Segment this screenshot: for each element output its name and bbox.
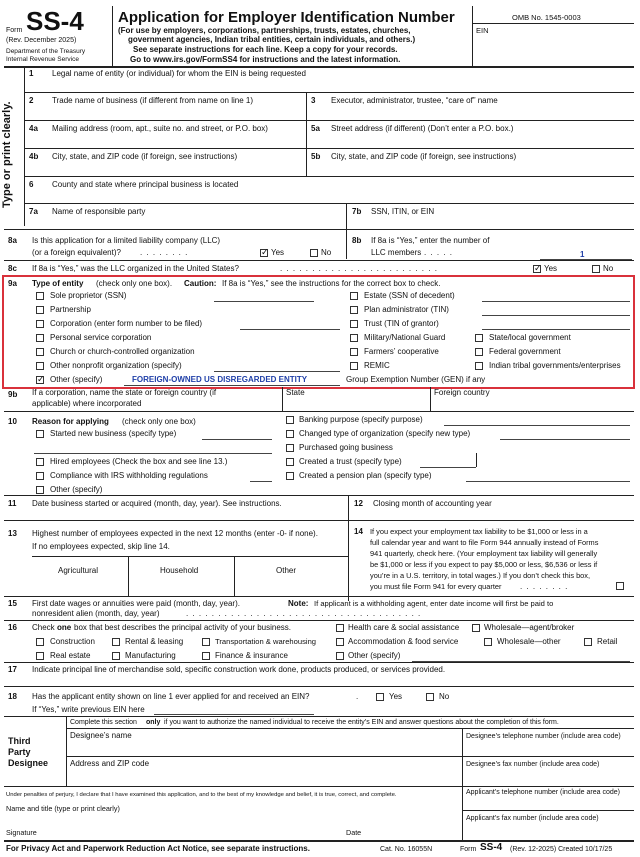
activity-wholesale-other-checkbox[interactable] (484, 638, 492, 646)
reason-hired-checkbox[interactable] (36, 458, 44, 466)
line-18-yes-label: Yes (389, 692, 403, 701)
line-10-head: (check only one box) (122, 417, 196, 426)
reason-irs-checkbox[interactable] (36, 472, 44, 480)
line-18-no-label: No (439, 692, 450, 701)
entity-nonprofit-label: Other nonprofit organization (specify) (50, 361, 182, 370)
omb-number: OMB No. 1545-0003 (512, 13, 581, 22)
reason-purchased-label: Purchased going business (299, 443, 393, 452)
line-11-number: 11 (8, 499, 17, 508)
reason-banking-checkbox[interactable] (286, 416, 294, 424)
line-4b-number: 4b (29, 152, 39, 161)
revision-date: (Rev. December 2025) (6, 37, 77, 44)
line-18-yes-checkbox[interactable] (376, 693, 384, 701)
line-18-no-checkbox[interactable] (426, 693, 434, 701)
line-1-number: 1 (29, 69, 34, 78)
line-1-label: Legal name of entity (or individual) for whom the EIN is being requested (52, 69, 306, 78)
activity-construction-checkbox[interactable] (36, 638, 44, 646)
activity-other-checkbox[interactable] (336, 652, 344, 660)
activity-health-checkbox[interactable] (336, 624, 344, 632)
entity-farmers-coop-label: Farmers’ cooperative (364, 347, 439, 356)
line-9a-number: 9a (8, 279, 17, 288)
activity-wholesale-agent-checkbox[interactable] (472, 624, 480, 632)
header-divider-left (112, 6, 113, 66)
activity-health-label: Health care & social assistance (348, 623, 460, 632)
subtitle-4: Go to www.irs.gov/FormSS4 for instructions and the latest information. (130, 55, 401, 64)
entity-partnership-label: Partnership (50, 305, 91, 314)
reason-trust-checkbox[interactable] (286, 458, 294, 466)
activity-finance-checkbox[interactable] (202, 652, 210, 660)
line-18-previous-ein: If “Yes,” write previous EIN here (32, 705, 145, 714)
line-8b-number: 8b (352, 236, 362, 245)
entity-church-label: Church or church-controlled organization (50, 347, 195, 356)
line-8c-yes-label: Yes (544, 264, 558, 273)
line-8c-yes-checkbox[interactable] (533, 265, 541, 273)
reason-pension-label: Created a pension plan (specify type) (299, 471, 432, 480)
line-8a-number: 8a (8, 236, 17, 245)
reason-changed-checkbox[interactable] (286, 430, 294, 438)
line-6-label: County and state where principal business is located (52, 180, 239, 189)
line-8a-no-checkbox[interactable] (310, 249, 318, 257)
line-13-household: Household (160, 566, 199, 575)
entity-corporation-label: Corporation (enter form number to be filed) (50, 319, 203, 328)
line-9a-head-bold: Type of entity (32, 279, 84, 288)
applicant-phone-label: Applicant’s telephone number (include area code) (466, 789, 620, 796)
form-title: Application for Employer Identification Number (118, 9, 455, 26)
activity-transport-label: Transportation & warehousing (215, 637, 317, 646)
header-divider-right (472, 6, 473, 66)
line-16-check: Check (32, 623, 55, 632)
line-9b-state: State (286, 388, 305, 397)
third-party-intro-only: only (146, 719, 161, 726)
ein-label: EIN (476, 26, 489, 35)
activity-accommodation-checkbox[interactable] (336, 638, 344, 646)
line-2-label: Trade name of business (if different from name on line 1) (52, 96, 253, 105)
line-15-number: 15 (8, 599, 17, 608)
activity-transport-checkbox[interactable] (202, 638, 210, 646)
line-5a-label: Street address (if different) (Don’t enter a P.O. box.) (331, 124, 514, 133)
line-13-number: 13 (8, 529, 17, 538)
agency: Internal Revenue Service (6, 56, 79, 63)
line-14-text-6: you must file Form 941 for every quarter (370, 582, 502, 591)
line-18-label: Has the applicant entity shown on line 1 ever applied for and received an EIN? (32, 692, 310, 701)
line-14-text-4: be $1,000 or less if you expect to pay $5,000 or less, $6,536 or less if (370, 560, 598, 569)
activity-realestate-checkbox[interactable] (36, 652, 44, 660)
reason-purchased-checkbox[interactable] (286, 444, 294, 452)
side-label-divider (24, 66, 25, 226)
line-7a-label: Name of responsible party (52, 207, 146, 216)
third-party-title-1: Third (8, 736, 31, 746)
signature-label: Signature (6, 828, 37, 837)
line-7b-number: 7b (352, 207, 362, 216)
omb-divider (472, 23, 634, 24)
activity-realestate-label: Real estate (50, 651, 91, 660)
line-9b-foreign: Foreign country (434, 388, 490, 397)
activity-other-label: Other (specify) (348, 651, 401, 660)
reason-changed-label: Changed type of organization (specify new type) (299, 429, 471, 438)
form-number: SS-4 (26, 6, 84, 36)
line-8a-yes-checkbox[interactable] (260, 249, 268, 257)
line-9b-number: 9b (8, 390, 18, 399)
side-label: Type or print clearly. (1, 101, 13, 208)
applicant-fax-label: Applicant’s fax number (include area code) (466, 815, 599, 822)
line-3-number: 3 (311, 96, 316, 105)
line-8b-label-2: LLC members (371, 248, 422, 257)
reason-hired-label: Hired employees (Check the box and see line 13.) (50, 457, 228, 466)
line-9b-label-2: applicable) where incorporated (32, 399, 142, 408)
line-2-number: 2 (29, 96, 34, 105)
line-5b-number: 5b (311, 152, 321, 161)
entity-plan-admin-label: Plan administrator (TIN) (364, 305, 449, 314)
line-4a-number: 4a (29, 124, 38, 133)
activity-manufacturing-checkbox[interactable] (112, 652, 120, 660)
activity-construction-label: Construction (50, 637, 95, 646)
name-title-label: Name and title (type or print clearly) (6, 804, 120, 813)
line-5b-label: City, state, and ZIP code (if foreign, see instructions) (331, 152, 517, 161)
line-16-label: box that best describes the principal activity of your business. (74, 623, 291, 632)
line-4b-label: City, state, and ZIP code (if foreign, see instructions) (52, 152, 238, 161)
reason-irs-label: Compliance with IRS withholding regulations (50, 471, 208, 480)
subtitle-1: (For use by employers, corporations, partnerships, trusts, estates, churches, (118, 26, 411, 35)
line-9b-label-1: If a corporation, name the state or foreign country (if (32, 388, 217, 397)
line-8c-label: If 8a is “Yes,” was the LLC organized in the United States? (32, 264, 239, 273)
entity-indian-tribal-label: Indian tribal governments/enterprises (489, 361, 621, 370)
line-14-text-5: you’re in a U.S. territory, in total wages.) If you don’t check this box, (370, 571, 591, 580)
perjury-statement: Under penalties of perjury, I declare that I have examined this application, and to the best of my knowledge and belief, it is true, correct, and complete. (6, 792, 397, 798)
line-16-number: 16 (8, 623, 17, 632)
activity-retail-checkbox[interactable] (584, 638, 592, 646)
line-11-label: Date business started or acquired (month, day, year). See instructions. (32, 499, 282, 508)
designee-address-label: Address and ZIP code (70, 759, 150, 768)
entity-estate-label: Estate (SSN of decedent) (364, 291, 455, 300)
activity-retail-label: Retail (597, 637, 618, 646)
entity-federal-label: Federal government (489, 347, 561, 356)
line-14-number: 14 (354, 527, 363, 536)
line-13-agricultural: Agricultural (58, 566, 99, 575)
subtitle-3: See separate instructions for each line. Keep a copy for your records. (133, 45, 398, 54)
reason-other-checkbox[interactable] (36, 486, 44, 494)
line-14-text-2: full calendar year and want to file Form 944 annually instead of Forms (370, 538, 599, 547)
line-17-number: 17 (8, 665, 17, 674)
entity-state-local-label: State/local government (489, 333, 571, 342)
footer-cat: Cat. No. 16055N (380, 846, 433, 853)
footer-privacy: For Privacy Act and Paperwork Reduction Act Notice, see separate instructions. (6, 844, 310, 853)
line-7b-label: SSN, ITIN, or EIN (371, 207, 435, 216)
footer-form-label: Form (460, 846, 477, 853)
entity-other-label: Other (specify) (50, 375, 103, 384)
line-15-label-1b: If applicant is a withholding agent, enter date income will first be paid to (314, 599, 554, 608)
line-9a-head-2: If 8a is “Yes,” see the instructions for the correct box to check. (222, 279, 441, 288)
line-10-number: 10 (8, 417, 17, 426)
line-16-one: one (57, 623, 72, 632)
line-14-checkbox[interactable] (616, 582, 624, 590)
line-15-note: Note: (288, 599, 309, 608)
line-17-label: Indicate principal line of merchandise sold, specific construction work done, products produced, or services provided. (32, 665, 446, 674)
subtitle-2: government agencies, Indian tribal entities, certain individuals, and others.) (128, 35, 416, 44)
line-8a-label-1: Is this application for a limited liability company (LLC) (32, 236, 221, 245)
line-8a-no-label: No (321, 248, 332, 257)
third-party-title-3: Designee (8, 758, 49, 768)
entity-gen-label: Group Exemption Number (GEN) if any (346, 375, 486, 384)
llc-members-value: 1 (580, 250, 585, 259)
entity-military-label: Military/National Guard (364, 333, 446, 342)
line-12-label: Closing month of accounting year (373, 499, 492, 508)
line-18-number: 18 (8, 692, 17, 701)
activity-wholesale-agent-label: Wholesale—agent/broker (484, 623, 575, 632)
line-8a-yes-label: Yes (271, 248, 285, 257)
line-13-other: Other (276, 566, 297, 575)
line-3-label: Executor, administrator, trustee, “care of” name (331, 96, 498, 105)
line-13-label-1: Highest number of employees expected in the next 12 months (enter -0- if none). (32, 529, 318, 538)
line-9a-caution: Caution: (184, 279, 217, 288)
entity-sole-prop-label: Sole proprietor (SSN) (50, 291, 127, 300)
activity-accommodation-label: Accommodation & food service (348, 637, 459, 646)
form-ss4: Form SS-4 (Rev. December 2025) Department of the Treasury Internal Revenue Service Application for Employer Identification Number (For use by employers, corporations, partnerships, trusts, estates, churches, government agencies, Indian tribal entities, certain individuals, and others.) See separate instructions for each line. Keep a copy for your records. Go to www.irs.gov/FormSS4 for instructions and the latest information. OMB No. 1545-0003 EIN Type or print clearly. 1 Legal name of entity (or individual) for whom the EIN is being requested 2 Trade name of business (if different from name on line 1) 3 Executor, administrator, trustee, “care of” name 4a Mailing address (room, apt., suite no. and street, or P.O. box) 5a Street address (if different) (Don’t enter a P.O. box.) 4b City, state, and ZIP code (if foreign, see instructions) 5b City, state, and ZIP code (if foreign, see instructions) 6 County and state where principal business is located 7a Name of responsible party 7b SSN, ITIN, or EIN 8a Is this application for a limited liability company (LLC) (or a foreign equivalent)? . . . . . . . . ✓ Yes No 8b If 8a is “Yes,” enter the number of LLC members . . . . . 1 8c If 8a is “Yes,” was the LLC organized in the United States? . . . . . . . . . . . . . . . . . . . . . . . . . ✓ Yes No 9a Type of entity (check only one box). Caution: If 8a is “Yes,” see the instructions for the correct box to check. Sole proprietor (SSN) Partnership Corporation (enter form number to be filed) Personal service corporation Church or church-controlled organization Other nonprofit organization (specify) ✓ Other (specify) FOREIGN-OWNED US DISREGARDED ENTITY Estate (SSN of decedent) Plan administrator (TIN) Trust (TIN of grantor) Military/National Guard State/local government Farmers’ cooperative Federal government REMIC Indian tribal governments/enterprises Group Exemption Number (GEN) if any 9b If a corporation, name the state or foreign country (if applicable) where incorporated State Foreign country 10 Reason for applying (check only one box) Started new business (specify type) Hired employees (Check the box and see line 13.) Compliance with IRS withholding regulations Other (specify) Banking purpose (specify purpose) Changed type of organization (specify new type) Purchased going business Created a trust (specify type) Created a pension plan (specify type) 11 Date business started or acquired (month, day, year). See instructions. 12 Closing month of accounting year 13 Highest number of employees expected in the next 12 months (enter -0- if none). If no employees expected, skip line 14. Agricultural Household Other 14 If you expect your employment tax liability to be $1,000 or less in a full calendar year and want to file Form 944 annually instead of Forms 941 quarterly, check here. (Your employment tax liability will generally be $1,000 or less if you expect to pay $5,000 or less, $6,536 or less if you’re in a U.S. territory, in total wages.) If you don’t check this box, you must file Form 941 for every quarter . . . . . . . . 15 First date wages or annuities were paid (month, day, year). Note: If applicant is a withholding agent, enter date income will first be paid to nonresident alien (month, day, year) . . . . . . . . . . . . . . . . . . . . . . . . . . . . . . . . . . . . . 16 Check one box that best describes the principal activity of your business. Health care & social assistance Wholesale—agent/broker Construction Rental & leasing Transportation & warehousing Accommodation & food service Wholesale—other Retail Real estate Manufacturing Finance & insurance Other (specify) 17 Indicate principal line of merchandise sold, specific construction work done, products produced, or services provided. 18 Has the applicant entity shown on line 1 ever applied for and received an EIN? . Yes No If “Yes,” write previous EIN here Complete this section only if you want to authorize the named individual to receive the entity’s EIN and answer questions about the completion of this form. Third Party Designee Designee’s name Designee’s telephone number (include area code) Address and ZIP code Designee’s fax number (include area code) Under penalties of perjury, I declare that I have examined this application, and to the best of my knowledge and belief, it is true, correct, and complete. Applicant’s telephone number (include area code) Name and title (type or print clearly) Applicant’s fax number (include area code) Signature Date For Privacy Act and Paperwork Reduction Act Notice, see separate instructions. Cat. No. 16055N Form SS-4 (Rev. 12-2025) Created 10/17/25 (0, 0, 640, 857)
entity-remic-label: REMIC (364, 361, 390, 370)
third-party-intro-b: if you want to authorize the named individual to receive the entity’s EIN and answer questions about the completion of this form. (164, 719, 559, 726)
line-8c-no-checkbox[interactable] (592, 265, 600, 273)
line-8c-no-label: No (603, 264, 614, 273)
line-4a-label: Mailing address (room, apt., suite no. and street, or P.O. box) (52, 124, 268, 133)
footer-revision: (Rev. 12-2025) Created 10/17/25 (510, 846, 613, 853)
third-party-title-2: Party (8, 747, 31, 757)
line-13-label-2: If no employees expected, skip line 14. (32, 542, 170, 551)
reason-other-label: Other (specify) (50, 485, 103, 494)
line-6-number: 6 (29, 180, 34, 189)
entity-other-value: FOREIGN-OWNED US DISREGARDED ENTITY (132, 375, 308, 384)
line-15-label-2: nonresident alien (month, day, year) (32, 609, 160, 618)
entity-type-highlight (2, 275, 635, 389)
line-14-text-3: 941 quarterly, check here. (Your employment tax liability will generally (370, 549, 598, 558)
reason-trust-label: Created a trust (specify type) (299, 457, 402, 466)
reason-new-business-checkbox[interactable] (36, 430, 44, 438)
line-5a-number: 5a (311, 124, 320, 133)
third-party-intro-a: Complete this section (70, 719, 137, 726)
reason-pension-checkbox[interactable] (286, 472, 294, 480)
line-9a-head: (check only one box). (96, 279, 173, 288)
entity-psc-label: Personal service corporation (50, 333, 152, 342)
activity-rental-checkbox[interactable] (112, 638, 120, 646)
designee-phone-label: Designee’s telephone number (include area code) (466, 733, 621, 740)
activity-wholesale-other-label: Wholesale—other (497, 637, 561, 646)
activity-finance-label: Finance & insurance (215, 651, 288, 660)
activity-rental-label: Rental & leasing (125, 637, 184, 646)
footer-form-number: SS-4 (480, 842, 503, 853)
line-14-text-1: If you expect your employment tax liability to be $1,000 or less in a (370, 527, 588, 536)
date-label: Date (346, 828, 362, 837)
line-7a-number: 7a (29, 207, 38, 216)
designee-name-label: Designee’s name (70, 731, 132, 740)
header-bottom-rule (4, 66, 634, 68)
designee-fax-label: Designee’s fax number (include area code) (466, 761, 600, 768)
reason-new-business-label: Started new business (specify type) (50, 429, 177, 438)
department: Department of the Treasury (6, 48, 86, 55)
line-8c-number: 8c (8, 264, 17, 273)
entity-trust-label: Trust (TIN of grantor) (364, 319, 439, 328)
line-15-label-1: First date wages or annuities were paid (month, day, year). (32, 599, 240, 608)
activity-manufacturing-label: Manufacturing (125, 651, 176, 660)
form-label: Form (6, 27, 23, 34)
reason-banking-label: Banking purpose (specify purpose) (299, 415, 423, 424)
line-12-number: 12 (354, 499, 363, 508)
line-8a-label-2: (or a foreign equivalent)? (32, 248, 121, 257)
line-8b-label-1: If 8a is “Yes,” enter the number of (371, 236, 490, 245)
line-10-head-bold: Reason for applying (32, 417, 109, 426)
